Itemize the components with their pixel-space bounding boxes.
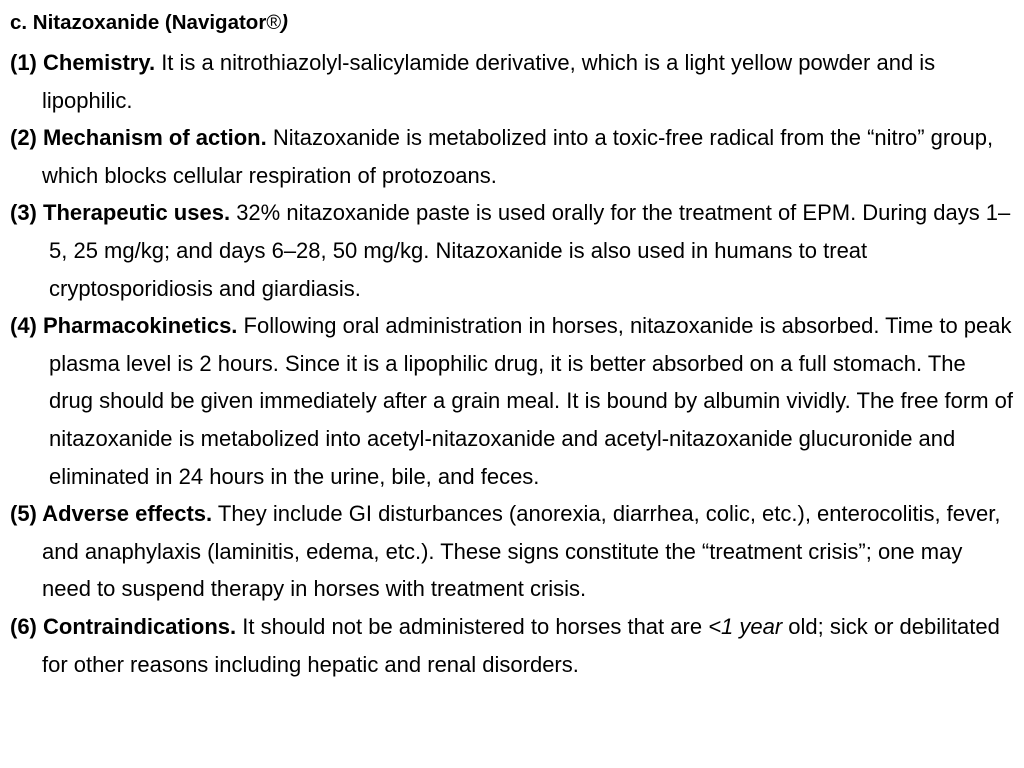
title-close-paren: )	[281, 11, 288, 34]
title-text: c. Nitazoxanide (Navigator	[10, 11, 267, 34]
item-text-emphasis: <1 year	[708, 613, 783, 639]
item-chemistry	[10, 44, 1015, 119]
item-label: (4) Pharmacokinetics.	[10, 313, 238, 339]
item-text: Nitazoxanide is metabolized into a toxic-free radical from the “nitro” group, which blocks cellular respiration of protozoans.	[42, 125, 994, 188]
item-adverse-effects	[10, 495, 1015, 608]
item-mechanism	[10, 119, 1015, 194]
item-label: (3) Therapeutic uses.	[10, 200, 231, 226]
item-text: Following oral administration in horses, nitazoxanide is absorbed. Time to peak plasma level is 2 hours. Since it is a lipophilic drug, it is better absorbed on a full stomach. The drug should be given immediately after a grain meal. It is bound by albumin vividly. The free form of nitazoxanide is metabolized into acetyl-nitazoxanide and acetyl-nitazoxanide glucuronide and eliminated in 24 hours in the urine, bile, and feces.	[49, 313, 1014, 489]
registered-mark: ®	[266, 12, 282, 34]
item-contraindications	[10, 608, 1015, 683]
item-label: (1) Chemistry.	[10, 50, 156, 75]
item-pharmacokinetics	[10, 307, 1015, 495]
item-text: They include GI disturbances (anorexia, diarrhea, colic, etc.), enterocolitis, fever, and anaphylaxis (laminitis, edema, etc.). These signs constitute the “treatment crisis”; one may need to suspend therapy in horses with treatment crisis.	[42, 501, 1001, 602]
item-text-after: old; sick or debilitated for other reasons including hepatic and renal disorders.	[42, 613, 1000, 677]
item-label: (5) Adverse effects.	[10, 501, 213, 527]
item-text: It is a nitrothiazolyl-salicylamide derivative, which is a light yellow powder and is lipophilic.	[42, 50, 936, 113]
item-text-before: It should not be administered to horses that are	[236, 613, 709, 639]
item-label: (6) Contraindications.	[10, 613, 237, 639]
item-label: (2) Mechanism of action.	[10, 125, 267, 151]
item-therapeutic-uses	[10, 194, 1015, 307]
item-text: 32% nitazoxanide paste is used orally for the treatment of EPM. During days 1–5, 25 mg/kg; and days 6–28, 50 mg/kg. Nitazoxanide is also used in humans to treat cryptosporidiosis and giardiasis.	[49, 200, 1011, 301]
slide-content	[10, 8, 1015, 683]
section-title	[10, 8, 1015, 44]
